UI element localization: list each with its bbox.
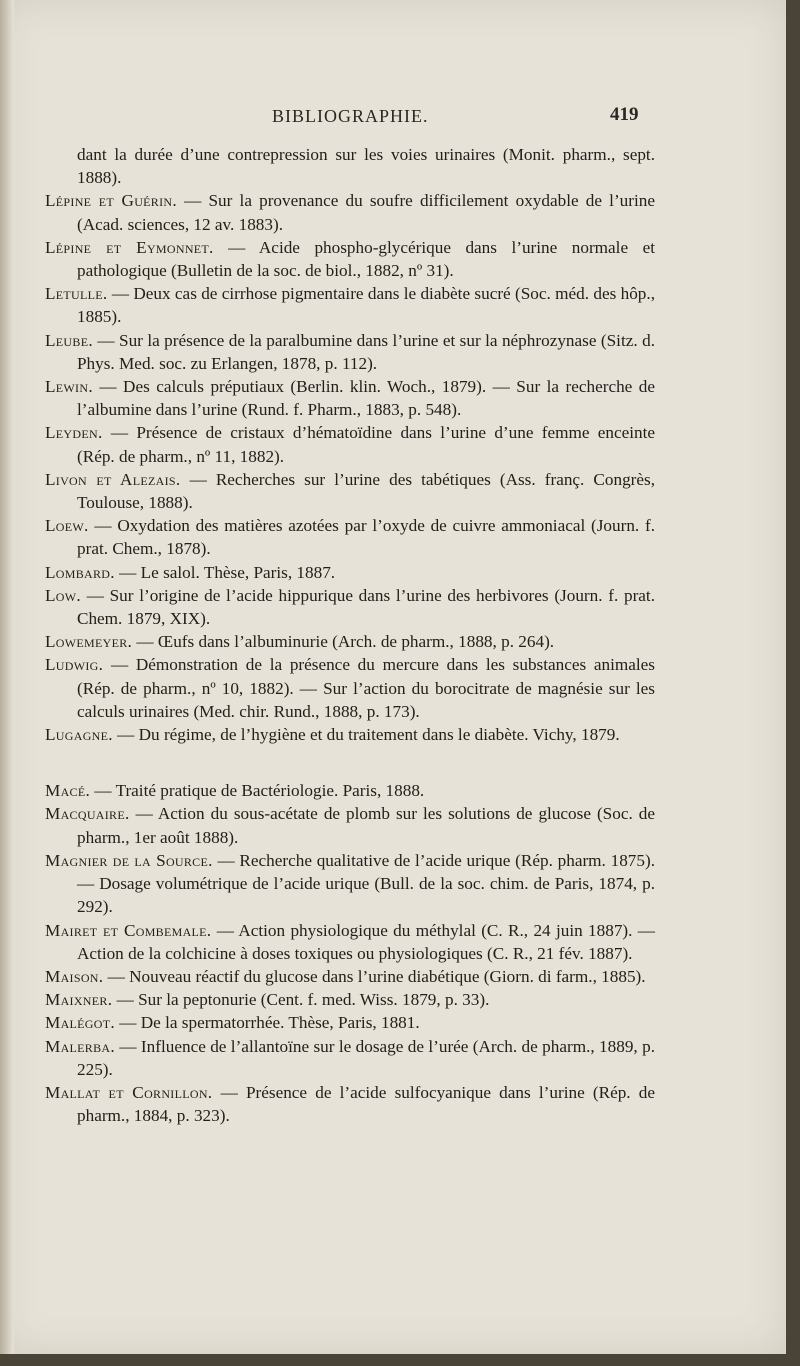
bibliography-entry: [45, 514, 655, 560]
entry-text: — Le salol. Thèse, Paris, 1887.: [114, 562, 336, 582]
bibliography-entry: [45, 561, 655, 584]
entry-author: Macé.: [45, 781, 91, 801]
bibliography-entry: [45, 282, 655, 328]
bibliography-entry: [45, 421, 655, 467]
bibliography-entry: [45, 143, 655, 189]
bibliography-entry: [45, 1081, 655, 1127]
bibliography-entry: [45, 919, 655, 965]
entry-author: Loew.: [45, 516, 89, 536]
entry-author: Ludwig.: [45, 655, 104, 675]
page-gutter-shadow: [0, 0, 14, 1354]
entry-text: — Traité pratique de Bactériologie. Paris, 1888.: [90, 781, 425, 801]
bibliography-entry: [45, 1035, 655, 1081]
entry-author: Livon et Alezais.: [45, 469, 181, 489]
bibliography-entry: [45, 988, 655, 1011]
bibliography-entry: [45, 779, 655, 802]
entry-text: — Présence de l’acide sulfocyanique dans l’urine (Rép. de pharm., 1884, p. 323).: [77, 1082, 655, 1126]
bibliography-entry: [45, 653, 655, 723]
bibliography-body: [45, 143, 655, 1127]
bibliography-entry: [45, 375, 655, 421]
entry-text: — Recherche qualitative de l’acide urique (Rép. pharm. 1875). — Dosage volumétrique de l’acide urique (Bull. de la soc. chim. de Paris, 1874, p. 292).: [77, 850, 655, 917]
page-number: 419: [610, 104, 639, 125]
entry-author: Mairet et Combemale.: [45, 920, 212, 940]
entry-author: Malégot.: [45, 1013, 115, 1033]
entry-text: — Action du sous-acétate de plomb sur les solutions de glucose (Soc. de pharm., 1er août 1888).: [77, 804, 655, 847]
section-gap: [45, 746, 655, 779]
entry-text: — Présence de cristaux d’hématoïdine dans l’urine d’une femme enceinte (Rép. de pharm., nº 11, 1882).: [77, 423, 655, 466]
entry-author: Macquaire.: [45, 804, 130, 824]
bibliography-entry: [45, 1011, 655, 1034]
entry-author: Low.: [45, 585, 81, 605]
entry-author: Leyden.: [45, 423, 103, 443]
entry-author: Maixner.: [45, 990, 113, 1010]
entry-text: — Recherches sur l’urine des tabétiques (Ass. franç. Congrès, Toulouse, 1888).: [77, 469, 655, 513]
bibliography-entry: [45, 236, 655, 282]
entry-text: — Sur la peptonurie (Cent. f. med. Wiss. 1879, p. 33).: [112, 990, 490, 1010]
entry-text: — Œufs dans l’albuminurie (Arch. de pharm., 1888, p. 264).: [132, 632, 555, 652]
bibliography-entry: [45, 965, 655, 988]
entry-author: Letulle.: [45, 284, 108, 304]
entry-author: Lewin.: [45, 377, 93, 397]
bibliography-entry: [45, 723, 655, 746]
bibliography-entry: [45, 468, 655, 514]
entry-text: — Du régime, de l’hygiène et du traitement dans le diabète. Vichy, 1879.: [112, 725, 620, 745]
entry-text: — Acide phospho-glycérique dans l’urine normale et pathologique (Bulletin de la soc. de biol., 1882, nº 31).: [77, 237, 655, 281]
entry-author: Mallat et Cornillon.: [45, 1082, 213, 1102]
entry-author: Maison.: [45, 966, 104, 986]
entry-text: — Sur la présence de la paralbumine dans l’urine et sur la néphrozynase (Sitz. d. Phys. Med. soc. zu Erlangen, 1878, p. 112).: [77, 330, 655, 373]
entry-text: — Sur l’origine de l’acide hippurique dans l’urine des herbivores (Journ. f. prat. Chem. 1879, XIX).: [77, 585, 655, 629]
entry-text: — De la spermatorrhée. Thèse, Paris, 1881.: [114, 1013, 420, 1033]
entry-text: — Deux cas de cirrhose pigmentaire dans le diabète sucré (Soc. méd. des hôp., 1885).: [77, 284, 655, 327]
entry-author: Lombard.: [45, 562, 115, 582]
entry-text: — Des calculs préputiaux (Berlin. klin. Woch., 1879). — Sur la recherche de l’albumine dans l’urine (Rund. f. Pharm., 1883, p. 548).: [77, 377, 655, 420]
entry-author: Lugagne.: [45, 725, 113, 745]
entry-author: Lépine et Guérin.: [45, 191, 177, 211]
entry-text: — Oxydation des matières azotées par l’oxyde de cuivre ammoniacal (Journ. f. prat. Chem., 1878).: [77, 516, 655, 559]
entry-author: Malerba.: [45, 1036, 115, 1056]
entry-text: dant la durée d’une contrepression sur les voies urinaires (Monit. pharm., sept. 1888).: [77, 145, 655, 188]
entry-author: Magnier de la Source.: [45, 850, 213, 870]
running-title: BIBLIOGRAPHIE.: [272, 106, 429, 126]
bibliography-entry: [45, 189, 655, 235]
entry-text: — Sur la provenance du soufre difficilement oxydable de l’urine (Acad. sciences, 12 av. 1883).: [77, 191, 655, 234]
bibliography-entry: [45, 329, 655, 375]
entry-text: — Démonstration de la présence du mercure dans les substances animales (Rép. de pharm., nº 10, 1882). — Sur l’action du borocitrate de magnésie sur les calculs urinaires (Med. chir. Rund., 1888, p. 173).: [77, 655, 655, 721]
entry-text: — Action physiologique du méthylal (C. R., 24 juin 1887). — Action de la colchicine à doses toxiques ou physiologiques (C. R., 21 fév. 1887).: [77, 920, 655, 963]
bibliography-entry: [45, 802, 655, 848]
entry-text: — Influence de l’allantoïne sur le dosage de l’urée (Arch. de pharm., 1889, p. 225).: [77, 1036, 655, 1079]
entry-text: — Nouveau réactif du glucose dans l’urine diabétique (Giorn. di farm., 1885).: [103, 966, 646, 986]
entry-author: Leube.: [45, 330, 93, 350]
bibliography-entry: [45, 584, 655, 630]
bibliography-entry: [45, 849, 655, 919]
entry-author: Lowemeyer.: [45, 632, 133, 652]
bibliography-entry: [45, 630, 655, 653]
entry-author: Lépine et Eymonnet.: [45, 237, 214, 257]
